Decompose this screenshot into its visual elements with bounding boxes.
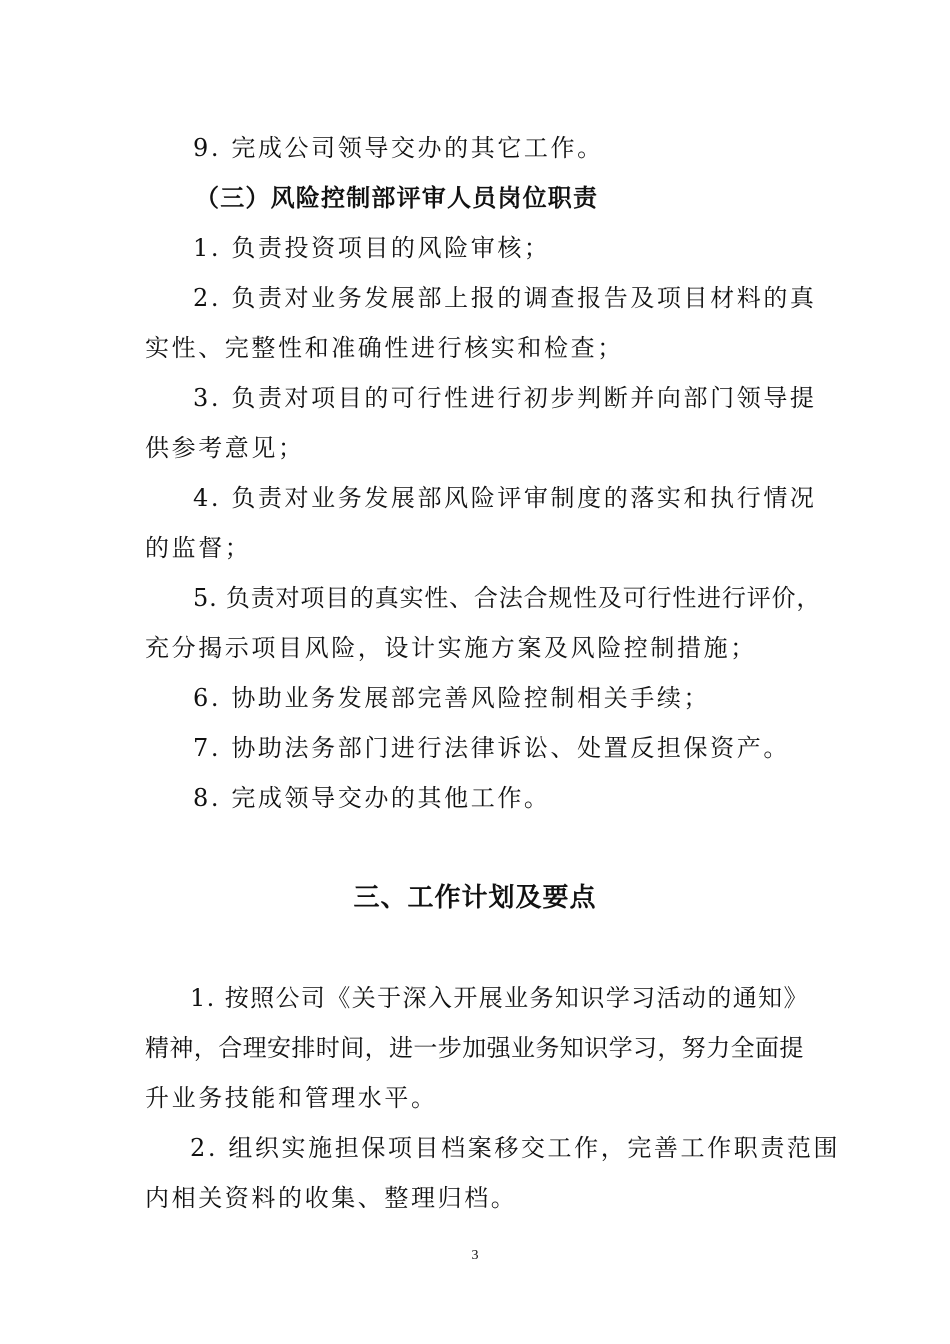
duty-item-4-line-2: 的监督； [145,534,252,562]
plan-item-2-line-1: 2. 组织实施担保项目档案移交工作，完善工作职责范围 [190,1134,841,1162]
duty-item-6: 6. 协助业务发展部完善风险控制相关手续； [193,684,711,712]
page-number: 3 [471,1248,479,1263]
duty-item-4-line-1: 4. 负责对业务发展部风险评审制度的落实和执行情况 [193,484,817,512]
plan-item-1-line-2: 精神，合理安排时间，进一步加强业务知识学习，努力全面提 [145,1034,804,1062]
plan-item-1-line-3: 升业务技能和管理水平。 [145,1084,438,1112]
plan-item-2-line-2: 内相关资料的收集、整理归档。 [145,1184,518,1212]
section-heading-work-plan: 三、工作计划及要点 [353,883,597,913]
duty-item-1: 1. 负责投资项目的风险审核； [193,234,551,262]
plan-item-1-line-1: 1. 按照公司《关于深入开展业务知识学习活动的通知》 [190,984,809,1012]
duty-item-8: 8. 完成领导交办的其他工作。 [193,784,551,812]
duty-item-3-line-1: 3. 负责对项目的可行性进行初步判断并向部门领导提 [193,384,817,412]
duty-item-2-line-2: 实性、完整性和准确性进行核实和检查； [145,334,624,362]
duty-item-2-line-1: 2. 负责对业务发展部上报的调查报告及项目材料的真 [193,284,817,312]
duty-item-7: 7. 协助法务部门进行法律诉讼、处置反担保资产。 [193,734,790,762]
duty-item-3-line-2: 供参考意见； [145,434,305,462]
item-9-complete-other-work: 9. 完成公司领导交办的其它工作。 [193,134,604,162]
duty-item-5-line-1: 5. 负责对项目的真实性、合法合规性及可行性进行评价， [193,584,822,612]
duty-item-5-line-2: 充分揭示项目风险，设计实施方案及风险控制措施； [145,634,757,662]
subsection-title-risk-review-duties: （三）风险控制部评审人员岗位职责 [195,184,599,212]
